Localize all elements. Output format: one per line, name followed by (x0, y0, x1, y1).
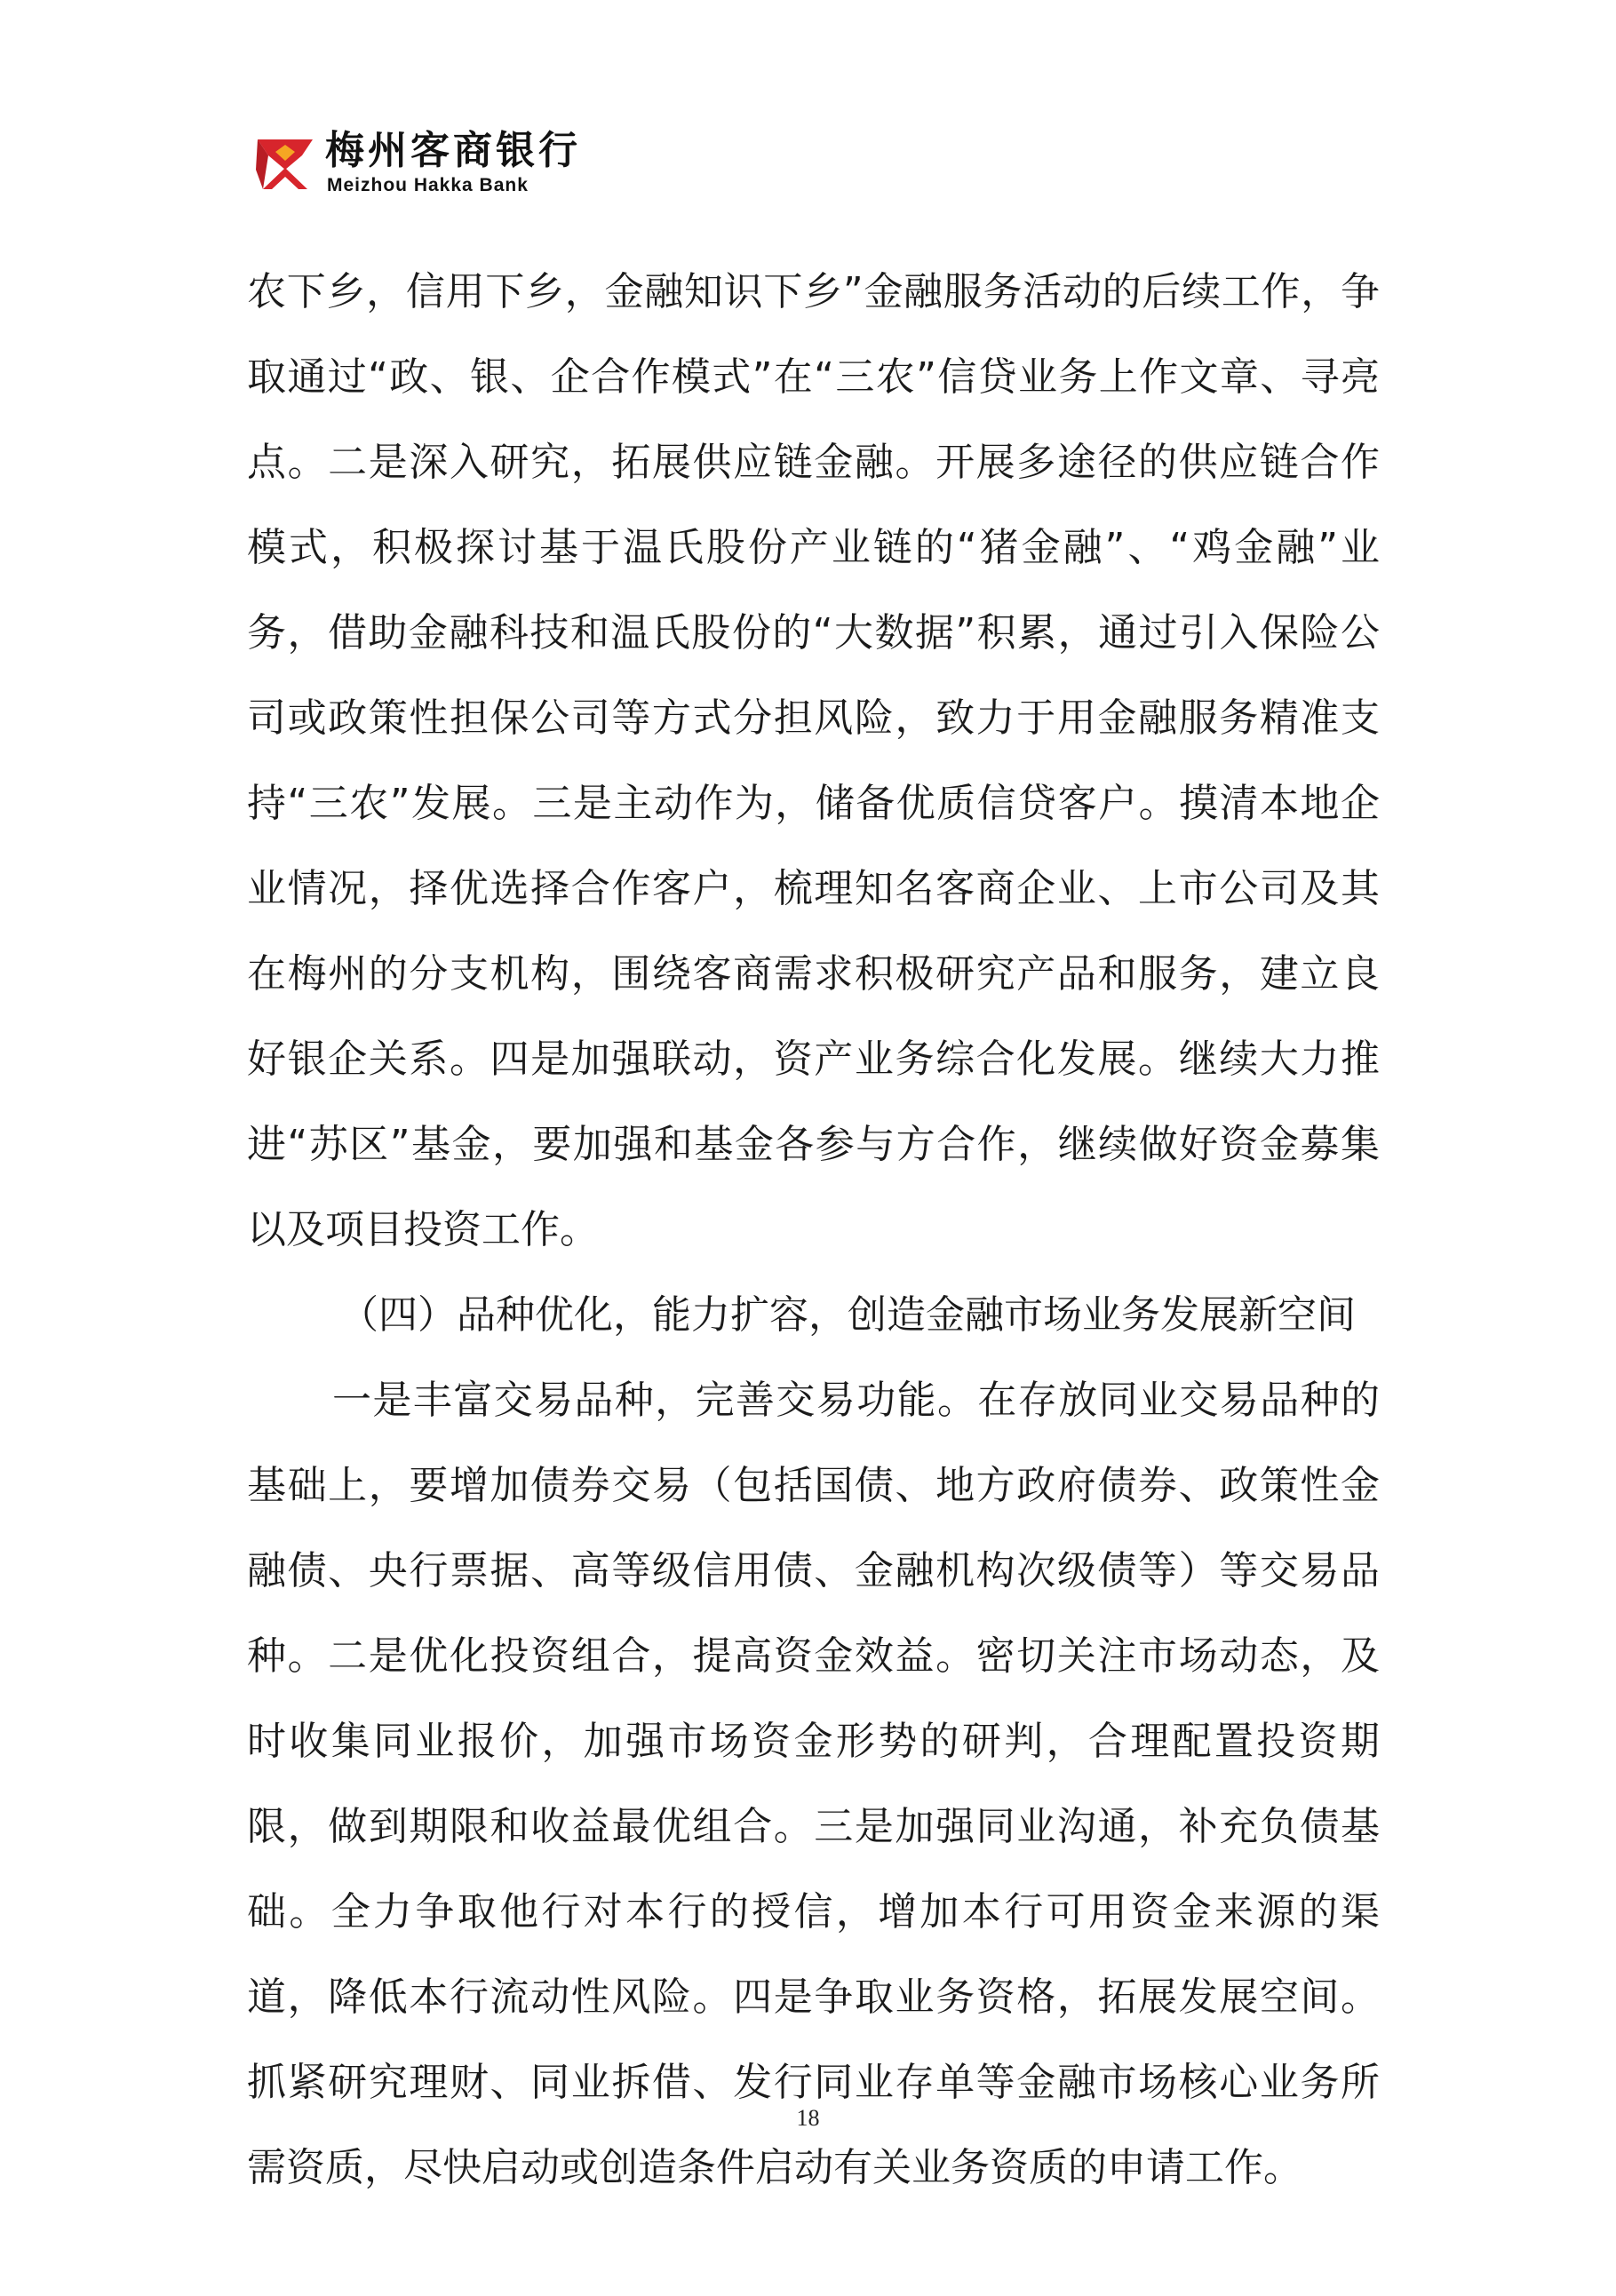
bank-name-chinese: 梅州客商银行 (325, 128, 581, 173)
body-paragraph: 一是丰富交易品种，完善交易功能。在存放同业交易品种的基础上，要增加债券交易（包括国债、地方政府债券、政策性金融债、央行票据、高等级信用债、金融机构次级债等）等交易品种。二是优化投资组合，提高资金效益。密切关注市场动态，及时收集同业报价，加强市场资金形势的研判，合理配置投资期限，做到期限和收益最优组合。三是加强同业沟通，补充负债基础。全力争取他行对本行的授信，增加本行可用资金来源的渠道，降低本行流动性风险。四是争取业务资格，拓展发展空间。抓紧研究理财、同业拆借、发行同业存单等金融市场核心业务所需资质，尽快启动或创造条件启动有关业务资质的申请工作。 (247, 1378, 1380, 2190)
page-number: 18 (796, 2105, 820, 2131)
body-paragraph: 农下乡，信用下乡，金融知识下乡”金融服务活动的后续工作，争取通过“政、银、企合作模式”在“三农”信贷业务上作文章、寻亮点。二是深入研究，拓展供应链金融。开展多途径的供应链合作模式，积极探讨基于温氏股份产业链的“猪金融”、“鸡金融”业务，借助金融科技和温氏股份的“大数据”积累，通过引入保险公司或政策性担保公司等方式分担风险，致力于用金融服务精准支持“三农”发展。三是主动作为，储备优质信贷客户。摸清本地企业情况，择优选择合作客户，梳理知名客商企业、上市公司及其在梅州的分支机构，围绕客商需求积极研究产品和服务，建立良好银企关系。四是加强联动，资产业务综合化发展。继续大力推进“苏区”基金，要加强和基金各参与方合作，继续做好资金募集以及项目投资工作。 (247, 269, 1380, 1252)
page-header (256, 129, 789, 200)
bank-name-english: Meizhou Hakka Bank (327, 175, 529, 195)
section-heading: （四）品种优化，能力扩容，创造金融市场业务发展新空间 (339, 1292, 1356, 1338)
document-body (247, 250, 1380, 2211)
bank-logo-icon (256, 134, 314, 193)
